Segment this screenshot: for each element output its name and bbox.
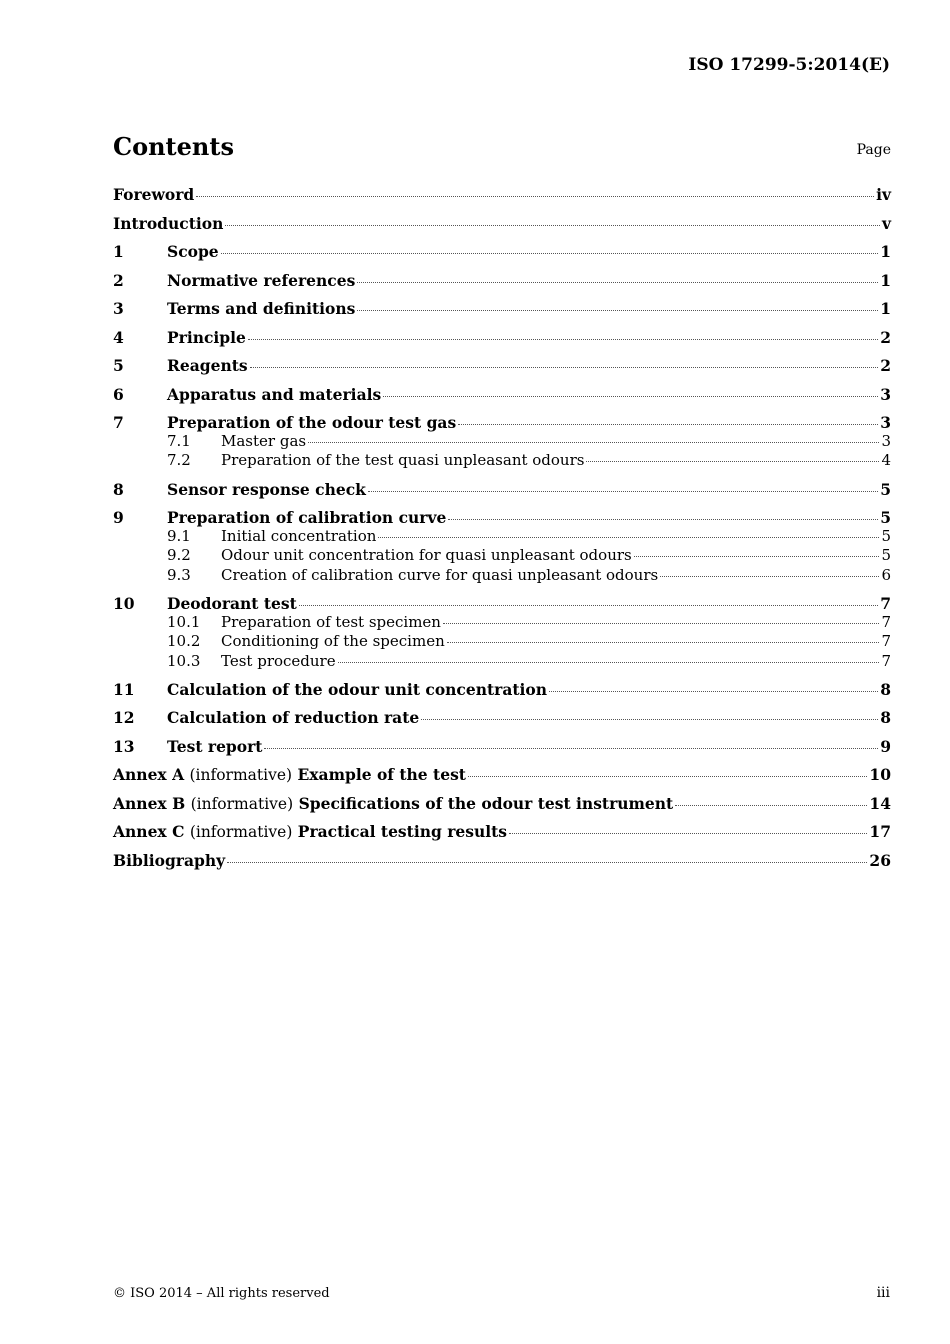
- toc-subentry-title[interactable]: Conditioning of the specimen: [221, 632, 445, 651]
- toc-entry-title[interactable]: Introduction: [113, 213, 224, 233]
- toc-entry-number: 6: [113, 384, 124, 404]
- annex-title: Practical testing results: [297, 822, 508, 842]
- toc-entry[interactable]: [113, 851, 891, 880]
- toc-subentry-number: 10.3: [167, 651, 201, 670]
- toc-entry-title[interactable]: Normative references: [167, 270, 356, 290]
- toc-entry-title[interactable]: Sensor response check: [167, 479, 366, 499]
- toc-entry-page: 5: [880, 508, 891, 528]
- toc-subentry-page: 6: [881, 565, 891, 584]
- toc-entry[interactable]: [113, 594, 891, 613]
- toc-entry[interactable]: [113, 299, 891, 328]
- toc-entry-title[interactable]: Preparation of calibration curve: [167, 508, 447, 528]
- dot-leader: [549, 690, 878, 692]
- toc-entry-title[interactable]: [113, 765, 466, 784]
- page-number: iii: [876, 1285, 890, 1301]
- toc-entry-title[interactable]: Reagents: [167, 356, 248, 375]
- toc-entry-number: 9: [113, 508, 124, 528]
- toc-entry-number: 13: [113, 736, 135, 756]
- dot-leader: [383, 395, 878, 397]
- contents-title: Contents: [113, 132, 234, 161]
- toc-entry-number: 3: [113, 299, 124, 318]
- toc-subentry[interactable]: [113, 632, 891, 651]
- dot-leader: [357, 281, 878, 283]
- dot-leader: [248, 338, 878, 340]
- copyright-notice: © ISO 2014 – All rights reserved: [113, 1286, 330, 1301]
- toc-subentry-number: 10.1: [167, 612, 201, 631]
- toc-entry[interactable]: [113, 214, 891, 243]
- toc-entry-title[interactable]: Calculation of reduction rate: [167, 708, 420, 728]
- dot-leader: [660, 575, 879, 577]
- toc-entry-page: 5: [880, 479, 891, 499]
- toc-entry-page: 26: [869, 850, 891, 870]
- toc-entry[interactable]: [113, 737, 891, 766]
- toc-subentry-number: 9.3: [167, 565, 191, 584]
- toc-entry[interactable]: [113, 385, 891, 414]
- dot-leader: [357, 309, 878, 311]
- toc-entry-page: iv: [876, 185, 891, 204]
- toc-subentry-number: 7.2: [167, 451, 191, 470]
- toc-entry-number: 10: [113, 593, 135, 613]
- toc-entry-page: 10: [869, 765, 891, 785]
- toc-entry-page: 17: [869, 822, 891, 842]
- toc-entry-page: 3: [880, 384, 891, 404]
- annex-label: Annex B: [113, 793, 186, 813]
- toc-entry[interactable]: [113, 708, 891, 737]
- dot-leader: [509, 832, 867, 834]
- toc-subentry[interactable]: [113, 432, 891, 451]
- dot-leader: [368, 490, 878, 492]
- toc-entry[interactable]: [113, 508, 891, 527]
- toc-subentry-page: 3: [881, 432, 891, 450]
- dot-leader: [196, 195, 874, 197]
- toc-subentry-title[interactable]: Initial concentration: [221, 527, 377, 546]
- toc-entry-number: 7: [113, 413, 124, 432]
- toc-entry[interactable]: [113, 822, 891, 851]
- toc-entry-title[interactable]: Apparatus and materials: [167, 384, 382, 404]
- toc-entry-title[interactable]: Terms and definitions: [167, 299, 356, 318]
- dot-leader: [447, 641, 880, 643]
- toc-entry-page: 1: [880, 270, 891, 290]
- dot-leader: [378, 536, 879, 538]
- toc-entry-title[interactable]: Preparation of the odour test gas: [167, 413, 457, 432]
- dot-leader: [443, 622, 879, 624]
- toc-subentry-title[interactable]: Creation of calibration curve for quasi unpleasant odours: [221, 565, 659, 584]
- toc-entry-title[interactable]: [113, 822, 507, 841]
- toc-entry[interactable]: [113, 680, 891, 709]
- toc-entry-page: 7: [880, 593, 891, 613]
- toc-subentry-title[interactable]: Test procedure: [221, 651, 336, 670]
- toc-entry-title[interactable]: [113, 794, 673, 813]
- toc-entry-title[interactable]: Principle: [167, 327, 246, 347]
- page-column-label: Page: [856, 142, 891, 158]
- annex-informative-note: (informative): [189, 823, 293, 842]
- toc-subentry-page: 7: [881, 651, 891, 670]
- table-of-contents: [113, 185, 891, 879]
- toc-entry-number: 11: [113, 679, 135, 699]
- dot-leader: [227, 861, 867, 863]
- toc-subentry-number: 9.2: [167, 546, 191, 565]
- toc-entry-number: 4: [113, 327, 124, 347]
- toc-entry-page: 3: [880, 413, 891, 432]
- toc-subentry-number: 10.2: [167, 632, 201, 651]
- toc-entry-title[interactable]: Calculation of the odour unit concentration: [167, 679, 548, 699]
- toc-subentry-number: 9.1: [167, 527, 191, 546]
- toc-entry-number: 12: [113, 708, 135, 728]
- toc-subentry[interactable]: [113, 546, 891, 565]
- dot-leader: [458, 423, 878, 425]
- toc-entry-number: 8: [113, 479, 124, 499]
- toc-subentry-page: 4: [881, 451, 891, 470]
- toc-subentry-page: 5: [881, 546, 891, 565]
- document-id: ISO 17299-5:2014(E): [688, 55, 890, 75]
- dot-leader: [221, 252, 879, 254]
- dot-leader: [468, 775, 867, 777]
- toc-entry[interactable]: [113, 271, 891, 300]
- dot-leader: [634, 555, 880, 557]
- dot-leader: [586, 460, 879, 462]
- toc-subentry-title[interactable]: Master gas: [221, 432, 307, 450]
- toc-subentry-number: 7.1: [167, 432, 191, 450]
- toc-entry-page: 8: [880, 708, 891, 728]
- toc-entry-page: 8: [880, 679, 891, 699]
- toc-subentry[interactable]: [113, 613, 891, 632]
- toc-subentry[interactable]: [113, 566, 891, 594]
- toc-subentry[interactable]: [113, 652, 891, 680]
- dot-leader: [264, 747, 878, 749]
- annex-label: Annex C: [113, 822, 185, 842]
- dot-leader: [448, 518, 878, 520]
- toc-subentry-page: 5: [881, 527, 891, 546]
- toc-entry[interactable]: [113, 242, 891, 271]
- toc-subentry-title[interactable]: Preparation of test specimen: [221, 612, 441, 631]
- toc-entry[interactable]: [113, 328, 891, 357]
- toc-entry[interactable]: [113, 413, 891, 432]
- dot-leader: [675, 804, 867, 806]
- toc-entry[interactable]: [113, 480, 891, 509]
- toc-entry-number: 5: [113, 356, 124, 375]
- toc-subentry[interactable]: [113, 451, 891, 479]
- dot-leader: [308, 441, 879, 443]
- toc-entry-title[interactable]: Bibliography: [113, 850, 226, 870]
- toc-entry[interactable]: [113, 765, 891, 794]
- toc-entry-page: 2: [880, 356, 891, 375]
- toc-entry-title[interactable]: Foreword: [113, 185, 195, 204]
- toc-entry-number: 2: [113, 270, 124, 290]
- dot-leader: [225, 224, 880, 226]
- toc-subentry-title[interactable]: Preparation of the test quasi unpleasant odours: [221, 451, 585, 470]
- toc-entry[interactable]: [113, 794, 891, 823]
- annex-informative-note: (informative): [189, 766, 293, 785]
- toc-entry-title[interactable]: Test report: [167, 736, 263, 756]
- toc-entry-page: 9: [880, 736, 891, 756]
- toc-subentry[interactable]: [113, 527, 891, 546]
- toc-entry-number: 1: [113, 242, 124, 261]
- annex-label: Annex A: [113, 765, 185, 785]
- toc-entry-page: v: [881, 213, 891, 233]
- annex-title: Specifications of the odour test instrument: [298, 793, 674, 813]
- contents-header: [113, 132, 891, 162]
- toc-entry-page: 1: [880, 299, 891, 318]
- toc-entry-title[interactable]: Deodorant test: [167, 593, 297, 613]
- dot-leader: [250, 366, 879, 368]
- dot-leader: [299, 604, 878, 606]
- toc-subentry-page: 7: [881, 612, 891, 631]
- toc-entry[interactable]: [113, 185, 891, 214]
- toc-subentry-page: 7: [881, 632, 891, 651]
- toc-entry[interactable]: [113, 356, 891, 385]
- toc-entry-page: 14: [869, 793, 891, 813]
- annex-informative-note: (informative): [190, 794, 294, 813]
- toc-entry-page: 1: [880, 242, 891, 261]
- dot-leader: [421, 718, 878, 720]
- toc-subentry-title[interactable]: Odour unit concentration for quasi unpleasant odours: [221, 546, 632, 565]
- toc-entry-title[interactable]: Scope: [167, 242, 219, 261]
- annex-title: Example of the test: [297, 765, 466, 785]
- dot-leader: [338, 661, 880, 663]
- toc-entry-page: 2: [880, 327, 891, 347]
